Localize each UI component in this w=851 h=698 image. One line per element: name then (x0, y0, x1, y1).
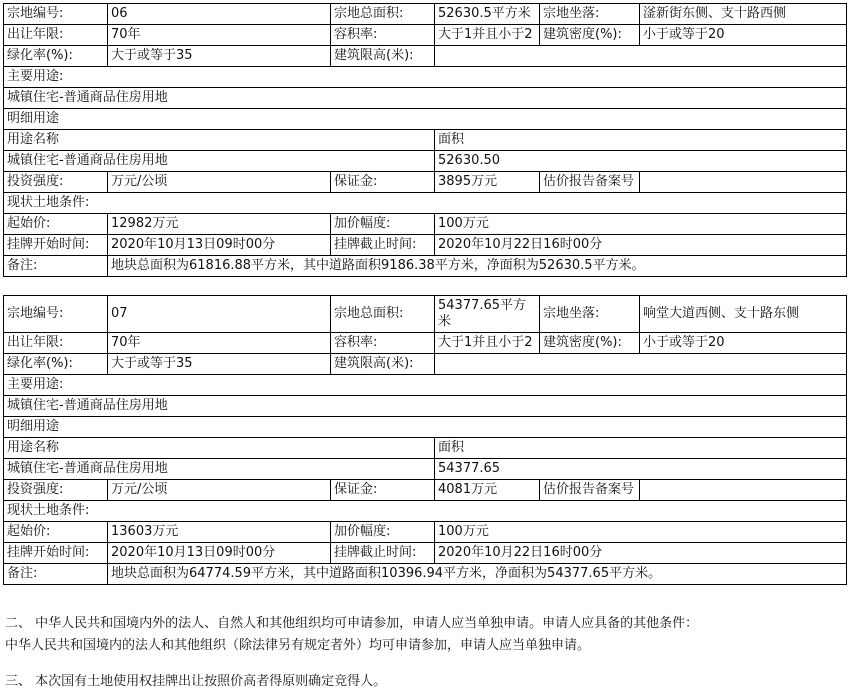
table-row (4, 459, 847, 480)
table-row (4, 172, 847, 193)
table-row (4, 564, 847, 585)
table-row (4, 67, 847, 88)
use-name-value: 城镇住宅-普通商品住房用地 (4, 459, 435, 480)
table-row (4, 333, 847, 354)
table-row (4, 46, 847, 67)
table-row (4, 296, 847, 333)
green-label: 绿化率(%): (4, 354, 108, 375)
main-use-label: 主要用途: (4, 375, 847, 396)
listing-start-value: 2020年10月13日09时00分 (108, 543, 331, 564)
table-row (4, 480, 847, 501)
term-label: 出让年限: (4, 333, 108, 354)
green-value: 大于或等于35 (108, 46, 331, 67)
listing-start-value: 2020年10月13日09时00分 (108, 235, 331, 256)
table-row (4, 88, 847, 109)
height-value (435, 46, 847, 67)
increment-value: 100万元 (435, 214, 847, 235)
table-row (4, 109, 847, 130)
main-use-value: 城镇住宅-普通商品住房用地 (4, 396, 847, 417)
main-use-label: 主要用途: (4, 67, 847, 88)
record-value (640, 480, 847, 501)
density-value: 小于或等于20 (640, 333, 847, 354)
eligibility-paragraph: 二、 中华人民共和国境内外的法人、自然人和其他组织均可申请参加，申请人应当单独申请。申请人应具备的其他条件： (5, 616, 699, 631)
density-label: 建筑密度(%): (540, 25, 640, 46)
table-row (4, 417, 847, 438)
record-value (640, 172, 847, 193)
table-row (4, 354, 847, 375)
green-label: 绿化率(%): (4, 46, 108, 67)
record-label: 估价报告备案号 (540, 480, 640, 501)
bidding-rule-paragraph: 三、 本次国有土地使用权挂牌出让按照价高者得原则确定竞得人。 (5, 674, 387, 689)
use-area-value: 52630.50 (435, 151, 847, 172)
far-value: 大于1并且小于2 (435, 25, 540, 46)
green-value: 大于或等于35 (108, 354, 331, 375)
note-value: 地块总面积为61816.88平方米，其中道路面积9186.38平方米，净面积为52630.5平方米。 (108, 256, 847, 277)
invest-label: 投资强度: (4, 480, 108, 501)
table-row (4, 438, 847, 459)
code-value: 06 (108, 4, 331, 25)
height-label: 建筑限高(米): (331, 46, 435, 67)
deposit-value: 3895万元 (435, 172, 540, 193)
use-area-header: 面积 (435, 438, 847, 459)
listing-end-label: 挂牌截止时间: (331, 235, 435, 256)
location-value: 滏新街东侧、支十路西侧 (640, 4, 847, 25)
use-area-header: 面积 (435, 130, 847, 151)
table-row (4, 4, 847, 25)
use-name-value: 城镇住宅-普通商品住房用地 (4, 151, 435, 172)
far-value: 大于1并且小于2 (435, 333, 540, 354)
table-row (4, 501, 847, 522)
location-label: 宗地坐落: (540, 4, 640, 25)
term-value: 70年 (108, 25, 331, 46)
use-name-header: 用途名称 (4, 438, 435, 459)
increment-value: 100万元 (435, 522, 847, 543)
detail-use-label: 明细用途 (4, 417, 847, 438)
start-price-value: 12982万元 (108, 214, 331, 235)
table-row (4, 151, 847, 172)
table-row (4, 130, 847, 151)
table-row (4, 396, 847, 417)
parcel-table-06 (3, 3, 847, 277)
record-label: 估价报告备案号 (540, 172, 640, 193)
deposit-label: 保证金: (331, 480, 435, 501)
invest-label: 投资强度: (4, 172, 108, 193)
density-label: 建筑密度(%): (540, 333, 640, 354)
table-row (4, 375, 847, 396)
listing-end-value: 2020年10月22日16时00分 (435, 235, 847, 256)
table-row (4, 522, 847, 543)
listing-end-value: 2020年10月22日16时00分 (435, 543, 847, 564)
far-label: 容积率: (331, 25, 435, 46)
note-label: 备注: (4, 256, 108, 277)
location-value: 响堂大道西侧、支十路东侧 (640, 296, 847, 333)
table-row (4, 214, 847, 235)
table-row (4, 543, 847, 564)
deposit-label: 保证金: (331, 172, 435, 193)
detail-use-label: 明细用途 (4, 109, 847, 130)
start-price-value: 13603万元 (108, 522, 331, 543)
height-value (435, 354, 847, 375)
condition-label: 现状土地条件: (4, 501, 847, 522)
term-value: 70年 (108, 333, 331, 354)
area-value: 54377.65平方米 (435, 296, 540, 333)
condition-label: 现状土地条件: (4, 193, 847, 214)
density-value: 小于或等于20 (640, 25, 847, 46)
listing-start-label: 挂牌开始时间: (4, 543, 108, 564)
note-label: 备注: (4, 564, 108, 585)
term-label: 出让年限: (4, 25, 108, 46)
table-row (4, 25, 847, 46)
main-use-value: 城镇住宅-普通商品住房用地 (4, 88, 847, 109)
area-value: 52630.5平方米 (435, 4, 540, 25)
increment-label: 加价幅度: (331, 522, 435, 543)
invest-value: 万元/公顷 (108, 172, 331, 193)
area-label: 宗地总面积: (331, 4, 435, 25)
height-label: 建筑限高(米): (331, 354, 435, 375)
use-area-value: 54377.65 (435, 459, 847, 480)
table-row (4, 235, 847, 256)
far-label: 容积率: (331, 333, 435, 354)
table-row (4, 256, 847, 277)
increment-label: 加价幅度: (331, 214, 435, 235)
area-label: 宗地总面积: (331, 296, 435, 333)
deposit-value: 4081万元 (435, 480, 540, 501)
listing-end-label: 挂牌截止时间: (331, 543, 435, 564)
location-label: 宗地坐落: (540, 296, 640, 333)
start-price-label: 起始价: (4, 214, 108, 235)
parcel-table-07 (3, 295, 847, 585)
invest-value: 万元/公顷 (108, 480, 331, 501)
use-name-header: 用途名称 (4, 130, 435, 151)
table-row (4, 193, 847, 214)
note-value: 地块总面积为64774.59平方米，其中道路面积10396.94平方米，净面积为54377.65平方米。 (108, 564, 847, 585)
listing-start-label: 挂牌开始时间: (4, 235, 108, 256)
code-label: 宗地编号: (4, 296, 108, 333)
code-value: 07 (108, 296, 331, 333)
start-price-label: 起始价: (4, 522, 108, 543)
code-label: 宗地编号: (4, 4, 108, 25)
eligibility-paragraph-continued: 中华人民共和国境内的法人和其他组织（除法律另有规定者外）均可申请参加，申请人应当单独申请。 (5, 638, 591, 653)
